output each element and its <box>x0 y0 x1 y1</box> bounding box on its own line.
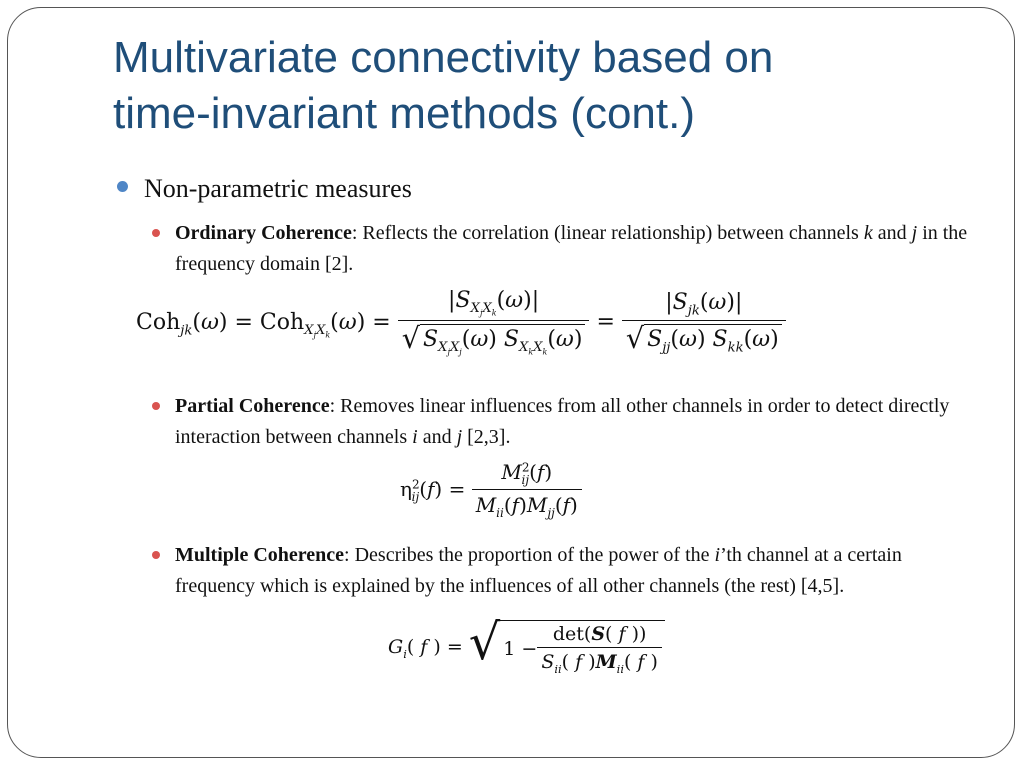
sub-bullet-dot <box>152 551 160 559</box>
sub-bullet-dot <box>152 229 160 237</box>
ordinary-coherence-formula: Coh$_{jk}$(ω) = Coh$_{X_jX_k}$(ω) = $|S_{X_jX_k}(\omega)|$ √ $S_{X_jX_j}(\omega)$ $S_{X_kX_k}(\omega)$ = $|S_{jk}(\omega)|$ √ $S_{jj}(\omega)$ $S_{kk}(\omega)$ <box>136 288 786 357</box>
sub-bullet-dot <box>152 402 160 410</box>
multiple-coherence-term: Multiple Coherence <box>175 544 345 566</box>
bullet-dot <box>117 181 128 192</box>
ordinary-coherence-term: Ordinary Coherence <box>175 222 352 244</box>
multiple-coherence-text: Multiple Coherence: Describes the proportion of the power of the i’th channel at a certain frequency which is explained by the influences of all other channels (the rest) [4,5]. <box>175 544 902 597</box>
partial-coherence-formula: $\eta^2_{ij}(f)$ = $\frac{M^2_{ij}(f)}{M_{ii}(f)M_{jj}(f)}$ <box>400 460 582 520</box>
title-line-2: time-invariant methods (cont.) <box>113 89 695 138</box>
slide-title <box>113 30 973 142</box>
ordinary-coherence-text: Ordinary Coherence: Reflects the correlation (linear relationship) between channels k and j in the frequency domain [2]. <box>175 222 968 275</box>
main-bullet-text: Non-parametric measures <box>144 174 412 203</box>
partial-coherence-text: Partial Coherence: Removes linear influences from all other channels in order to detect directly interaction between channels i and j [2,3]. <box>175 395 950 448</box>
multiple-coherence-formula: $G_i$( f ) = √ 1 − $\frac{\det(S( f ))}{S_{ii}( f )M_{ii}( f )}$ <box>388 620 665 676</box>
partial-coherence-term: Partial Coherence <box>175 395 330 417</box>
title-line-1: Multivariate connectivity based on <box>113 33 774 82</box>
